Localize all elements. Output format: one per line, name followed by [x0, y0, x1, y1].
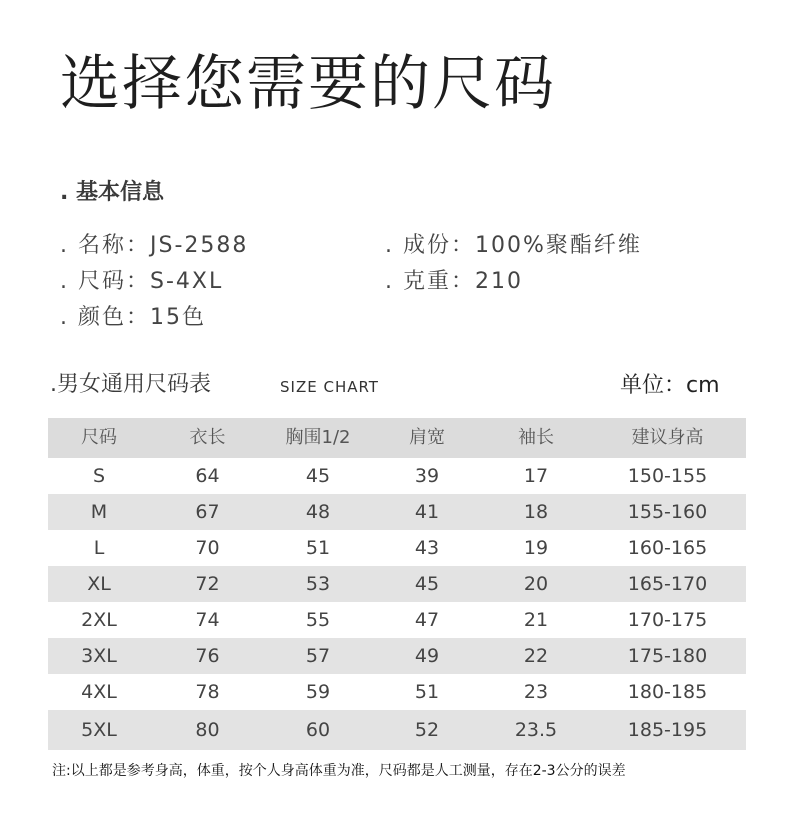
table-cell: 21: [523, 609, 549, 631]
column-header: 肩宽: [409, 427, 445, 448]
table-row: [48, 458, 746, 494]
table-row: [48, 530, 746, 566]
size-chart-unit: 单位：cm: [620, 373, 720, 398]
info-name: [60, 231, 248, 261]
table-cell: 18: [523, 501, 549, 523]
table-cell: 76: [195, 645, 220, 667]
table-cell: 4XL: [81, 681, 117, 703]
table-cell: 23.5: [514, 719, 558, 741]
info-weight-value: 210: [475, 269, 523, 294]
size-table: [48, 418, 746, 750]
table-cell: 19: [523, 537, 549, 559]
table-cell: 67: [195, 501, 220, 523]
table-header-row: [48, 418, 746, 458]
table-cell: 57: [305, 645, 331, 667]
table-cell: 60: [305, 719, 331, 741]
table-cell: 51: [305, 537, 331, 559]
table-row: [48, 602, 746, 638]
table-cell: 150-155: [627, 465, 708, 487]
table-cell: L: [93, 537, 105, 559]
table-cell: 2XL: [81, 609, 117, 631]
table-cell: 49: [414, 645, 440, 667]
info-color: [60, 303, 206, 333]
column-header: 袖长: [518, 427, 554, 448]
column-header: 尺码: [81, 427, 117, 448]
footnote: 注:以上都是参考身高，体重，按个人身高体重为准，尺码都是人工测量，存在2-3公分的误差: [52, 763, 626, 779]
info-name-value: JS-2588: [150, 233, 249, 258]
table-cell: 45: [305, 465, 331, 487]
table-cell: 17: [523, 465, 549, 487]
table-cell: 39: [414, 465, 440, 487]
table-cell: 45: [414, 573, 440, 595]
table-cell: 70: [195, 537, 220, 559]
column-header: 衣长: [189, 427, 226, 448]
column-header: 建议身高: [631, 427, 704, 448]
info-color-value: 15色: [150, 305, 206, 330]
table-cell: 47: [414, 609, 440, 631]
page-title: 选择您需要的尺码: [60, 49, 556, 119]
info-color-label: . 颜色：: [60, 305, 150, 330]
table-cell: 155-160: [627, 501, 708, 523]
info-material-value: 100%聚酯纤维: [475, 233, 642, 258]
table-row: [48, 638, 746, 674]
info-name-label: . 名称：: [60, 233, 150, 258]
table-cell: 23: [523, 681, 549, 703]
info-material-label: . 成份：: [385, 233, 475, 258]
table-cell: 41: [414, 501, 440, 523]
info-material: [385, 231, 642, 261]
table-cell: 22: [523, 645, 549, 667]
info-size-value: S-4XL: [150, 269, 224, 294]
size-chart-heading: .男女通用尺码表: [50, 372, 211, 397]
info-weight-label: . 克重：: [385, 269, 475, 294]
table-cell: M: [90, 501, 108, 523]
size-chart-subheading: SIZE CHART: [280, 378, 379, 396]
column-header: 胸围1/2: [285, 427, 351, 448]
table-cell: 80: [195, 719, 220, 741]
table-row: [48, 494, 746, 530]
table-cell: 5XL: [81, 719, 117, 741]
table-cell: 160-165: [627, 537, 708, 559]
table-cell: 3XL: [81, 645, 117, 667]
table-row: [48, 710, 746, 750]
table-cell: 43: [414, 537, 440, 559]
table-cell: 165-170: [627, 573, 708, 595]
basic-info-heading: . 基本信息: [60, 180, 165, 205]
table-cell: 185-195: [627, 719, 708, 741]
table-cell: 64: [195, 465, 220, 487]
table-cell: 175-180: [627, 645, 708, 667]
table-row: [48, 566, 746, 602]
table-cell: 78: [195, 681, 220, 703]
table-cell: XL: [87, 573, 111, 595]
table-cell: 20: [523, 573, 549, 595]
table-cell: 53: [305, 573, 331, 595]
table-row: [48, 674, 746, 710]
table-cell: 55: [305, 609, 331, 631]
table-cell: 180-185: [627, 681, 708, 703]
table-cell: 74: [195, 609, 220, 631]
table-cell: 52: [414, 719, 440, 741]
table-cell: 48: [305, 501, 331, 523]
table-cell: 51: [414, 681, 440, 703]
info-weight: [385, 267, 523, 297]
info-size: [60, 267, 223, 297]
table-cell: 72: [195, 573, 220, 595]
table-cell: S: [92, 465, 106, 487]
info-size-label: . 尺码：: [60, 269, 150, 294]
table-cell: 59: [305, 681, 331, 703]
table-cell: 170-175: [627, 609, 708, 631]
